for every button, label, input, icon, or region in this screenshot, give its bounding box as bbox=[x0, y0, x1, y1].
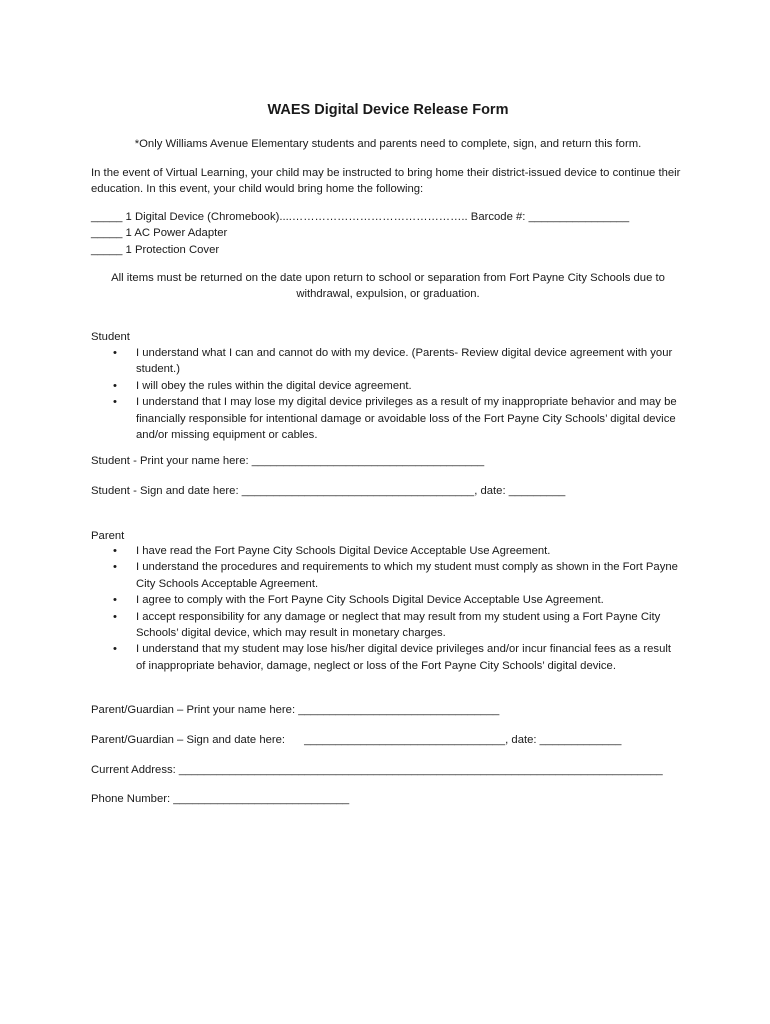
parent-section-label: Parent bbox=[91, 530, 125, 542]
parent-bullet: • I understand the procedures and requirements to which my student must comply as shown in the Fort Payne City Schools Acceptable Agreement. bbox=[113, 561, 678, 590]
item-protection-cover: _____ 1 Protection Cover bbox=[91, 243, 220, 256]
parent-bullet-list bbox=[91, 543, 685, 674]
current-address-field[interactable]: Current Address: _____________________________________________________________________________ bbox=[91, 764, 663, 776]
student-bullet: • I will obey the rules within the digital device agreement. bbox=[91, 378, 685, 394]
parent-sign-label: Parent/Guardian – Sign and date here: bbox=[91, 734, 286, 746]
student-bullet-list bbox=[91, 345, 685, 443]
parent-bullet: • I have read the Fort Payne City Schools Digital Device Acceptable Use Agreement. bbox=[91, 543, 685, 559]
parent-bullet: • I accept responsibility for any damage or neglect that may result from my student using a Fort Payne City Schools’ digital device, which may result in monetary charges. bbox=[113, 610, 661, 640]
form-title: WAES Digital Device Release Form bbox=[267, 102, 509, 118]
bullet-glyph: • bbox=[113, 545, 117, 557]
bullet-glyph: • bbox=[113, 594, 117, 607]
item-power-adapter: _____ 1 AC Power Adapter bbox=[91, 227, 228, 240]
parent-sign-date-field[interactable]: ________________________________, date: _____________ bbox=[304, 734, 622, 746]
bullet-glyph: • bbox=[113, 379, 117, 392]
bullet-glyph: • bbox=[113, 643, 117, 656]
parent-bullet: • I understand that my student may lose his/her digital device privileges and/or incur financial fees as a result of inappropriate behavior, damage, neglect or loss of the Fort Payne City Schools’ digital device. bbox=[113, 643, 672, 672]
return-note: All items must be returned on the date upon return to school or separation from Fort Payne City Schools due to withdrawal, expulsion, or graduation. bbox=[111, 272, 665, 301]
parent-sign-date-row bbox=[91, 732, 621, 748]
device-item-list bbox=[91, 209, 685, 258]
bullet-glyph: • bbox=[113, 396, 117, 409]
bullet-glyph: • bbox=[113, 610, 117, 623]
parent-print-name-field[interactable]: Parent/Guardian – Print your name here: ________________________________ bbox=[91, 704, 500, 716]
bullet-glyph: • bbox=[113, 561, 117, 574]
intro-paragraph: In the event of Virtual Learning, your child may be instructed to bring home their district-issued device to continue their education. In this event, your child would bring home the following: bbox=[91, 167, 681, 196]
student-section-label: Student bbox=[91, 331, 130, 343]
student-bullet: • I understand what I can and cannot do with my device. (Parents- Review digital device agreement with your student.) bbox=[113, 347, 673, 376]
phone-number-field[interactable]: Phone Number: ____________________________ bbox=[91, 793, 350, 805]
student-bullet: • I understand that I may lose my digital device privileges as a result of my inappropriate behavior and may be financially responsible for intentional damage or avoidable loss of the Fort Payne City Schools’ digital device and/or missing equipment or cables. bbox=[113, 396, 677, 442]
item-chromebook: _____ 1 Digital Device (Chromebook)....……………………………………….. Barcode #: ________________ bbox=[91, 211, 630, 223]
bullet-glyph: • bbox=[113, 347, 117, 359]
eligibility-note: *Only Williams Avenue Elementary students and parents need to complete, sign, and return this form. bbox=[134, 138, 642, 150]
parent-bullet: • I agree to comply with the Fort Payne City Schools Digital Device Acceptable Use Agreement. bbox=[91, 592, 685, 608]
student-sign-date-field[interactable]: Student - Sign and date here: _____________________________________, date: _________ bbox=[91, 485, 566, 497]
student-print-name-field[interactable]: Student - Print your name here: _____________________________________ bbox=[91, 455, 485, 467]
